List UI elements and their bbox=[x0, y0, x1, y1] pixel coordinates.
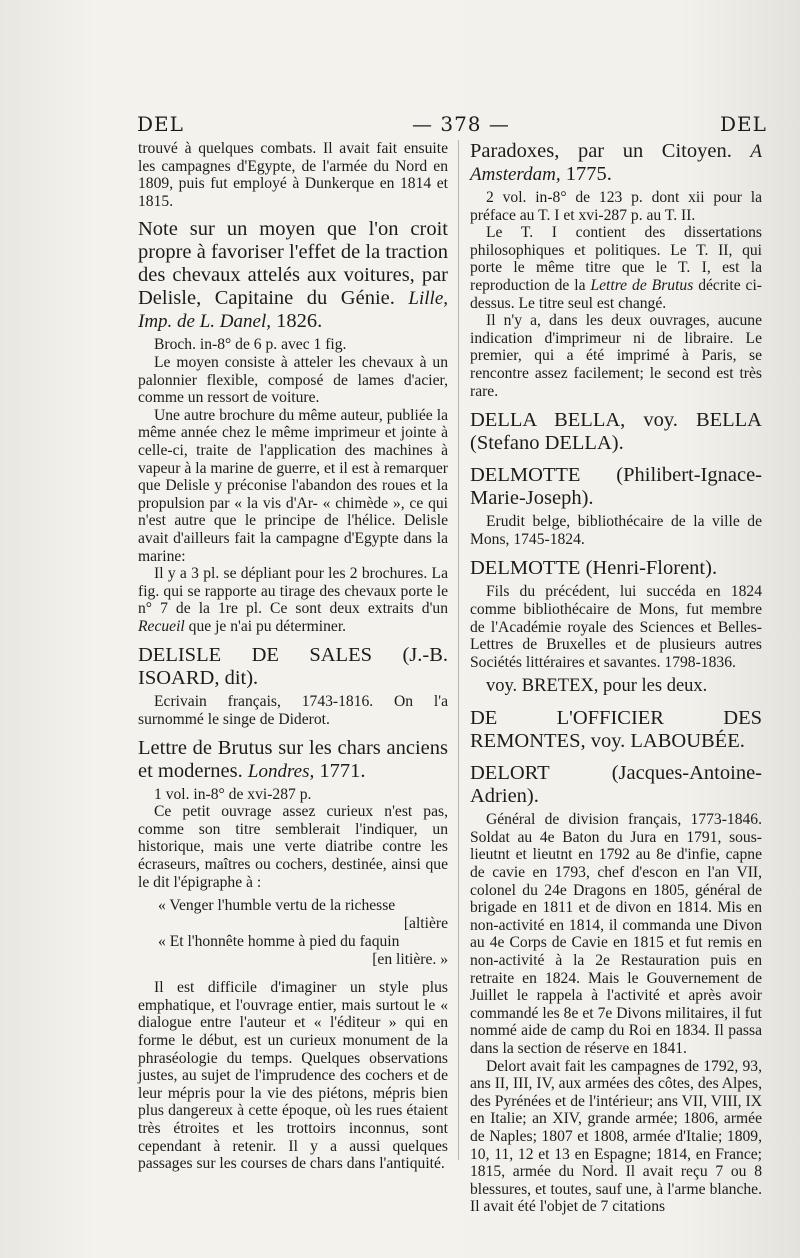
paragraph-text: Le T. I contient des dissertations philosophiques et politiques. Le T. II, qui porte le même titre que le T. I, est la reproduction de la bbox=[470, 224, 762, 294]
entry-heading: DE L'OFFICIER DES REMONTES, voy. LABOUBÉE. bbox=[470, 707, 762, 753]
epigraph-line: [en litière. » bbox=[372, 951, 448, 969]
work-title bbox=[138, 737, 448, 783]
entry-heading: DELMOTTE (Philibert-Ignace-Marie-Joseph). bbox=[470, 464, 762, 510]
right-column bbox=[470, 140, 762, 1216]
left-column bbox=[138, 140, 448, 1173]
work-title bbox=[470, 140, 762, 186]
paragraph-text: que je n'ai pu déterminer. bbox=[188, 617, 347, 635]
title-text: Paradoxes, par un Citoyen. bbox=[470, 140, 732, 162]
paragraph bbox=[470, 224, 762, 312]
epigraph-line: « Et l'honnête homme à pied du faquin bbox=[158, 933, 400, 951]
paragraph: Erudit belge, bibliothécaire de la ville de Mons, 1745-1824. bbox=[470, 513, 762, 548]
entry-heading: DELORT (Jacques-Antoine-Adrien). bbox=[470, 762, 762, 808]
paragraph bbox=[138, 565, 448, 635]
work-title bbox=[138, 218, 448, 333]
paragraph: Général de division français, 1773-1846. Soldat au 4e Baton du Jura en 1791, sous-lieutnt et lieutnt en 1792 au 8e d'infie, capne de cavie en 1793, chef d'escon en l'an VII, colonel du 24e Dragons en 1805, général de brigade en 1811 et de divon en 1814. Mis en non-activité en 1814, il commanda une Divon au 4e Corps de Cavie en 1815 et fut remis en non-activité à la 2e Restauration puis en retraite en 1824. Mais le Gouvernement de Juillet le rappela à l'activité et après avoir commandé les 8e et 7e Divons militaires, il fut nommé aide de camp du Roi en 1834. Il passa dans la section de réserve en 1841. bbox=[470, 811, 762, 1057]
paragraph: Broch. in-8° de 6 p. avec 1 fig. bbox=[154, 336, 347, 354]
entry-heading: DELMOTTE (Henri-Florent). bbox=[470, 557, 718, 580]
paragraph: Le moyen consiste à atteler les chevaux à un palonnier flexible, composé de lames d'acier, comme un ressort de voiture. bbox=[138, 353, 448, 407]
paragraph: Il est difficile d'imaginer un style plus emphatique, et l'ouvrage entier, mais surtout le « dialogue entre l'auteur et « l'éditeur » qui en forme le début, est un curieux monument de la phraséologie du temps. Quelques observations justes, au sujet de l'imprudence des cochers et de leur mépris pour la vie des piétons, mépris bien plus dangereux à cette époque, où les rues étaient très étroites et les trottoirs inconnus, sont cependant à retenir. Il y a aussi quelques passages sur les courses de chars dans l'antiquité. bbox=[138, 979, 448, 1173]
epigraph-line: « Venger l'humble vertu de la richesse bbox=[158, 897, 396, 915]
publisher: Londres, bbox=[247, 760, 315, 782]
paragraph: 2 vol. in-8° de 123 p. dont xii pour la préface au T. I et xvi-287 p. au T. II. bbox=[470, 189, 762, 224]
entry-heading: DELLA BELLA, voy. BELLA (Stefano DELLA). bbox=[470, 409, 762, 455]
italic-text: Lettre de Brutus bbox=[590, 276, 694, 294]
publisher: A Amsterdam, bbox=[470, 141, 763, 185]
epigraph-line: [altière bbox=[403, 915, 448, 933]
paragraph: Une autre brochure du même auteur, publiée la même année chez le même imprimeur et jointe à celle-ci, traite de l'application des machines à vapeur à la marine de guerre, et il est à remarquer que Delisle y préconise l'abandon des roues et la propulsion par « la vis d'Ar- « chimède », ce qui n'est autre que le principe de l'hélice. Delisle avait d'ailleurs fait la campagne d'Egypte dans la marine: bbox=[138, 406, 448, 565]
running-head-left: DEL bbox=[137, 112, 184, 136]
year: 1775. bbox=[565, 163, 612, 185]
paragraph: 1 vol. in-8° de xvi-287 p. bbox=[154, 785, 312, 803]
paragraph: Ce petit ouvrage assez curieux n'est pas, comme son titre semblerait l'indiquer, un historique, mais une verte diatribe contre les écraseurs, maîtres ou cochers, destinée, ainsi que le dit l'épigraphe à : bbox=[138, 803, 448, 891]
paragraph: Il n'y a, dans les deux ouvrages, aucune indication d'imprimeur ni de libraire. Le premier, qui a été imprimé à Paris, se rencontre assez facilement; le second est très rare. bbox=[470, 312, 762, 400]
entry-heading: DELISLE DE SALES (J.-B. ISOARD, dit). bbox=[138, 644, 448, 690]
running-head-right: DEL bbox=[720, 112, 767, 136]
title-text: Lettre de Brutus sur les chars anciens et modernes. bbox=[138, 736, 448, 782]
epigraph bbox=[138, 897, 448, 969]
title-text: Note sur un moyen que l'on croit propre à favoriser l'effet de la traction des chevaux attelés aux voitures, par Delisle, Capitaine du Génie. bbox=[138, 218, 448, 310]
paragraph: Delort avait fait les campagnes de 1792, 93, ans II, III, IV, aux armées des côtes, des Alpes, des Pyrénées et de l'intérieur; ans VII, VIII, IX en Italie; an XIV, grande armée; 1806, armée de Naples; 1807 et 1808, armée d'Italie; 1809, 10, 11, 12 et 13 en Espagne; 1814, en France; 1815, armée du Nord. Il avait reçu 7 ou 8 blessures, et toutes, sauf une, à l'arme blanche. Il avait été l'objet de 7 citations bbox=[470, 1057, 762, 1216]
column-divider bbox=[458, 140, 459, 1160]
cross-reference: voy. BRETEX, pour les deux. bbox=[486, 676, 708, 697]
paragraph-text: décrite ci-dessus. Le titre seul est changé. bbox=[470, 276, 762, 312]
page-number: — 378 — bbox=[412, 112, 510, 136]
paragraph-text: Il y a 3 pl. se dépliant pour les 2 brochures. La fig. qui se rapporte au tirage des chevaux porte le n° 7 de la 1re pl. Ce sont deux extraits d'un bbox=[138, 565, 448, 618]
year: 1826. bbox=[276, 310, 323, 333]
paragraph: Fils du précédent, lui succéda en 1824 comme bibliothécaire de Mons, fut membre de l'Académie royale des Sciences et Belles-Lettres de Bruxelles et de plusieurs autres Sociétés littéraires et savantes. 1798-1836. bbox=[470, 583, 762, 671]
year: 1771. bbox=[319, 759, 366, 782]
publisher: Lille, Imp. de L. Danel, bbox=[138, 288, 449, 333]
italic-text: Recueil bbox=[138, 617, 185, 635]
paragraph: Ecrivain français, 1743-1816. On l'a surnommé le singe de Diderot. bbox=[138, 693, 448, 729]
paragraph: trouvé à quelques combats. Il avait fait ensuite les campagnes d'Egypte, de l'armée du Nord en 1809, puis fut employé à Dunkerque en 1814 et 1815. bbox=[138, 140, 448, 210]
